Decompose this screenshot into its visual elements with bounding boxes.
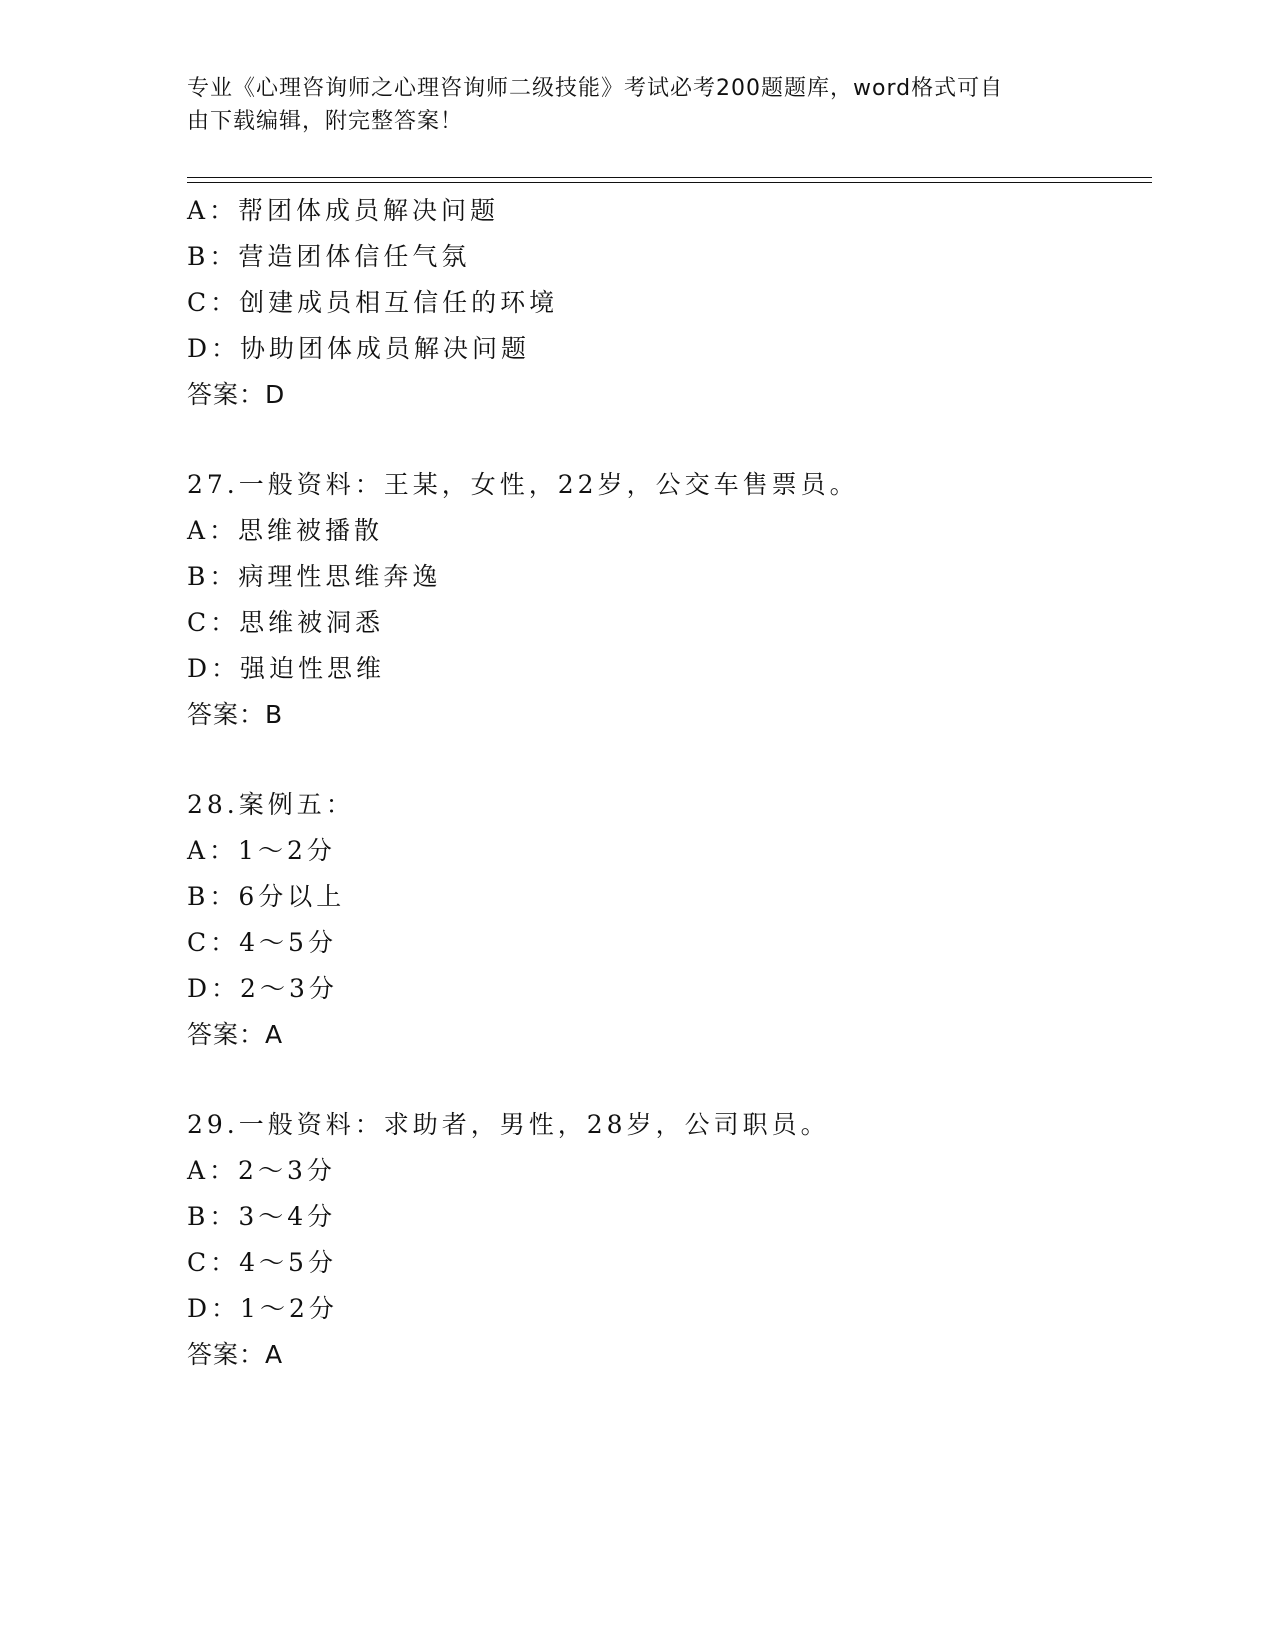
option-d: D：协助团体成员解决问题 [187, 334, 531, 363]
option-a: A：思维被播散 [187, 516, 384, 545]
answer: 答案：D [187, 380, 286, 409]
question-27 [187, 462, 1152, 738]
spacer [187, 418, 1152, 462]
question-stem: 29.一般资料：求助者，男性，28岁，公司职员。 [187, 1110, 830, 1139]
option-a: A：1～2分 [187, 836, 336, 865]
document-header [187, 72, 1087, 138]
option-d: D：2～3分 [187, 974, 338, 1003]
spacer [187, 738, 1152, 782]
header-line-2: 由下载编辑，附完整答案！ [187, 109, 464, 134]
answer: 答案：A [187, 1020, 284, 1049]
option-d: D：1～2分 [187, 1294, 338, 1323]
question-26 [187, 188, 1152, 418]
question-list [187, 188, 1152, 1378]
option-c: C：创建成员相互信任的环境 [187, 288, 559, 317]
question-stem: 28.案例五： [187, 790, 355, 819]
option-a: A：帮团体成员解决问题 [187, 196, 500, 225]
option-c: C：思维被洞悉 [187, 608, 385, 637]
option-a: A：2～3分 [187, 1156, 336, 1185]
question-28 [187, 782, 1152, 1058]
spacer [187, 1058, 1152, 1102]
header-divider-bottom [187, 182, 1152, 183]
header-line-1: 专业《心理咨询师之心理咨询师二级技能》考试必考200题题库，word格式可自 [187, 76, 1004, 101]
option-d: D：强迫性思维 [187, 654, 386, 683]
option-b: B：营造团体信任气氛 [187, 242, 471, 271]
option-c: C：4～5分 [187, 1248, 337, 1277]
option-b: B：病理性思维奔逸 [187, 562, 442, 591]
question-29 [187, 1102, 1152, 1378]
option-b: B：3～4分 [187, 1202, 337, 1231]
header-divider-top [187, 177, 1152, 178]
question-stem: 27.一般资料：王某，女性，22岁，公交车售票员。 [187, 470, 859, 499]
option-c: C：4～5分 [187, 928, 337, 957]
option-b: B：6分以上 [187, 882, 346, 911]
answer: 答案：B [187, 700, 284, 729]
answer: 答案：A [187, 1340, 284, 1369]
